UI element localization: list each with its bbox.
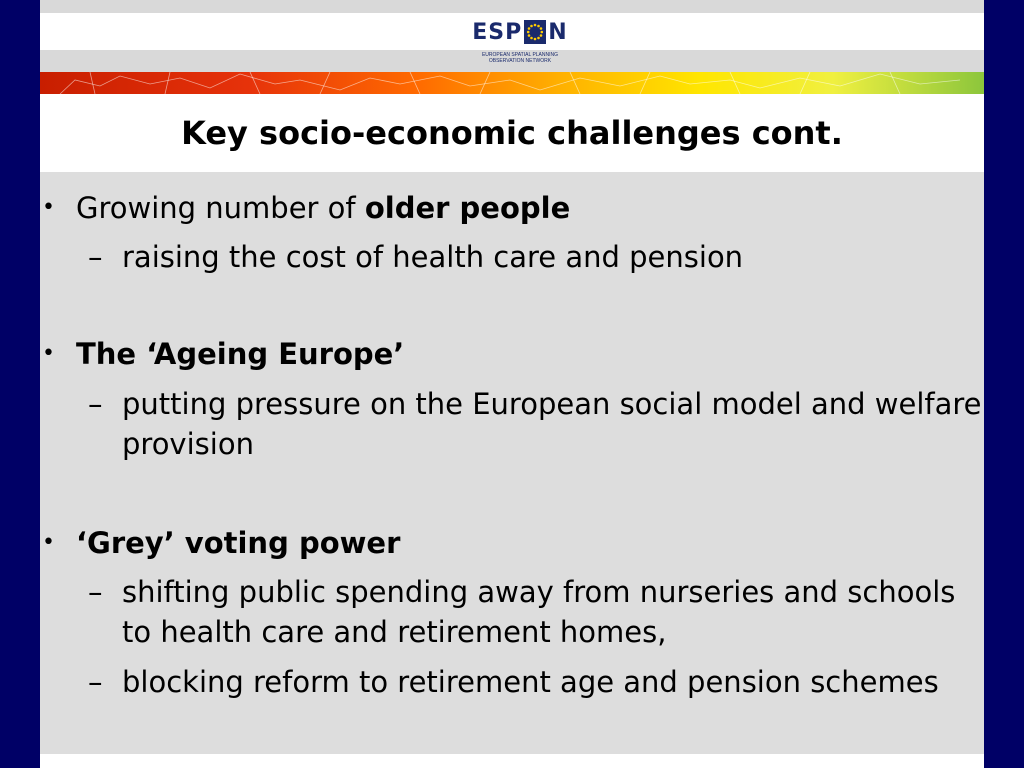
- bullet-text: [76, 188, 570, 228]
- espon-logo: [470, 16, 570, 68]
- content-area: [40, 172, 984, 754]
- map-color-band: [40, 72, 984, 94]
- bullet-text-plain: Growing number of: [76, 191, 365, 225]
- bullet-marker: •: [42, 341, 55, 366]
- sub-text: blocking reform to retirement age and pension schemes: [122, 665, 939, 699]
- bullet-text-bold: older people: [364, 191, 571, 225]
- bullet-text-bold: ‘Grey’ voting power: [76, 526, 401, 560]
- sub-marker: –: [88, 387, 103, 421]
- bullet-marker: •: [42, 530, 55, 555]
- header-top-strip: [40, 0, 984, 13]
- bullet-text: [76, 523, 400, 563]
- sub-marker: –: [88, 665, 103, 699]
- bullet-text-bold: The ‘Ageing Europe’: [76, 337, 405, 371]
- logo-subtitle: [470, 52, 570, 64]
- slide: [40, 0, 984, 768]
- sub-marker: –: [88, 575, 103, 609]
- logo-subtitle-line2: OBSERVATION NETWORK: [488, 58, 552, 64]
- logo-letters-before: ESP: [472, 19, 523, 45]
- sub-text: shifting public spending away from nurseries and schools to health care and retirement homes,: [122, 575, 956, 649]
- logo-subtitle-line1: EUROPEAN SPATIAL PLANNING: [481, 52, 559, 58]
- sub-text: raising the cost of health care and pension: [122, 240, 744, 274]
- logo-wordmark: [470, 18, 570, 46]
- eu-stars-icon: [524, 20, 546, 44]
- title-area: [40, 94, 984, 172]
- bullet-text: [76, 334, 404, 374]
- logo-letters-after: N: [548, 19, 568, 45]
- sub-marker: –: [88, 240, 103, 274]
- slide-title: Key socio-economic challenges cont.: [181, 114, 843, 152]
- bottom-band: [40, 754, 984, 768]
- sub-text: putting pressure on the European social model and welfare provision: [122, 387, 982, 461]
- bullet-marker: •: [42, 195, 55, 220]
